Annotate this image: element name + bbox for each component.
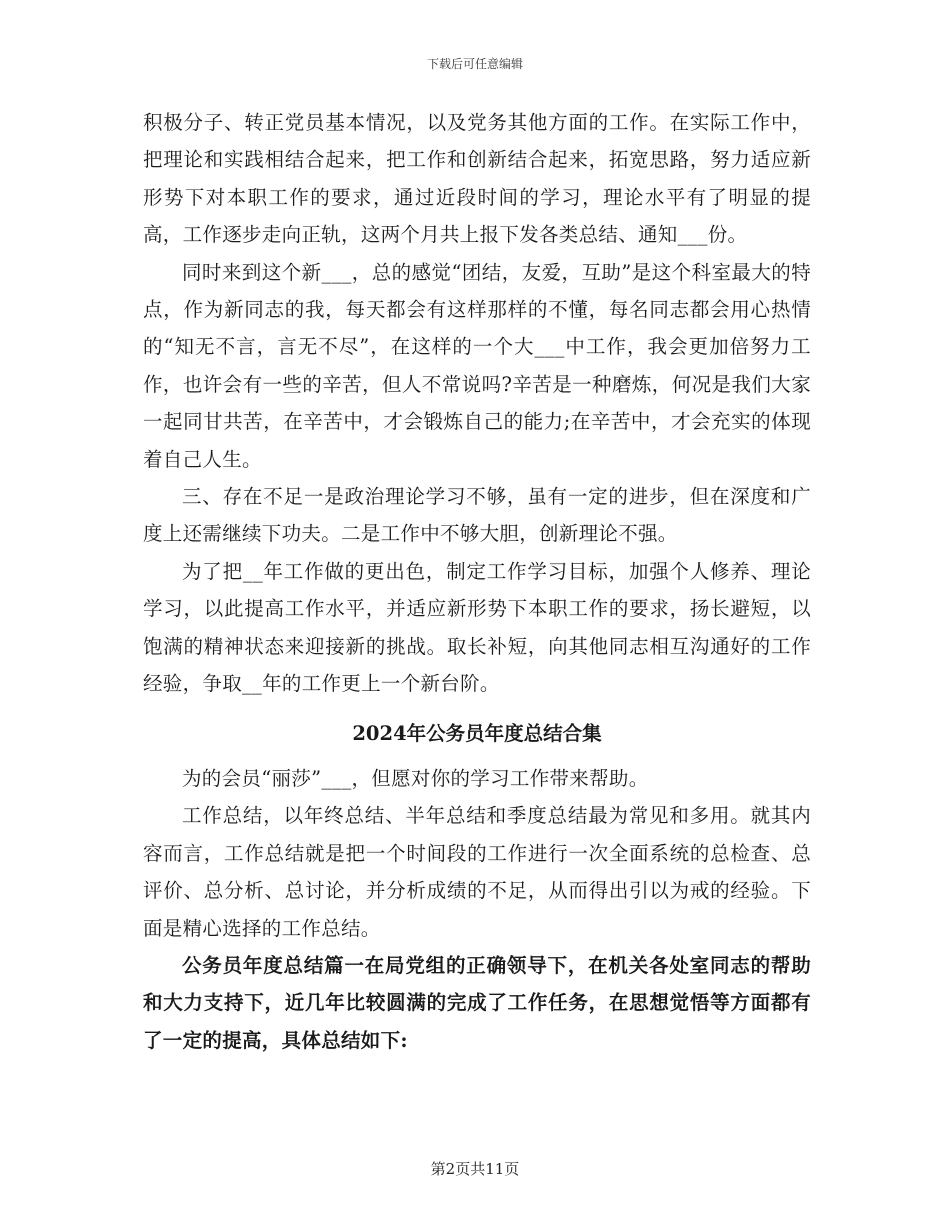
page-header: 下载后可任意编辑: [426, 57, 523, 71]
body-paragraph: 积极分子、转正党员基本情况，以及党务其他方面的工作。在实际工作中，把理论和实践相结合起来，把工作和创新结合起来，拓宽思路，努力适应新形势下对本职工作的要求，通过近段时间的学习，理论水平有了明显的提高，工作逐步走向正轨，这两个月共上报下发各类总结、通知___份。: [143, 111, 811, 247]
bold-paragraph: 公务员年度总结篇一在局党组的正确领导下，在机关各处室同志的帮助和大力支持下，近几年比较圆满的完成了工作任务，在思想觉悟等方面都有了一定的提高，具体总结如下:: [143, 953, 811, 1052]
body-paragraph: 三、存在不足一是政治理论学习不够，虽有一定的进步，但在深度和广度上还需继续下功夫。二是工作中不够大胆，创新理论不强。: [143, 485, 811, 546]
body-paragraph: 工作总结，以年终总结、半年总结和季度总结最为常见和多用。就其内容而言，工作总结就是把一个时间段的工作进行一次全面系统的总检查、总评价、总分析、总讨论，并分析成绩的不足，从而得出引以为戒的经验。下面是精心选择的工作总结。: [143, 804, 811, 940]
body-paragraph: 为了把__年工作做的更出色，制定工作学习目标，加强个人修养、理论学习，以此提高工作水平，并适应新形势下本职工作的要求，扬长避短，以饱满的精神状态来迎接新的挑战。取长补短，向其他同志相互沟通好的工作经验，争取__年的工作更上一个新台阶。: [143, 559, 811, 696]
section-title: 2024年公务员年度总结合集: [352, 721, 602, 745]
body-paragraph: 为的会员“丽莎”___，但愿对你的学习工作带来帮助。: [182, 766, 649, 790]
page-footer: 第2页共11页: [430, 1160, 520, 1178]
document-body: [143, 104, 811, 1059]
body-paragraph: 同时来到这个新___，总的感觉“团结，友爱，互助”是这个科室最大的特点，作为新同志的我，每天都会有这样那样的不懂，每名同志都会用心热情的“知无不言，言无不尽”，在这样的一个大___中工作，我会更加倍努力工作，也许会有一些的辛苦，但人不常说吗?辛苦是一种磨炼，何况是我们大家一起同甘共苦，在辛苦中，才会锻炼自己的能力;在辛苦中，才会充实的体现着自己人生。: [143, 260, 811, 471]
